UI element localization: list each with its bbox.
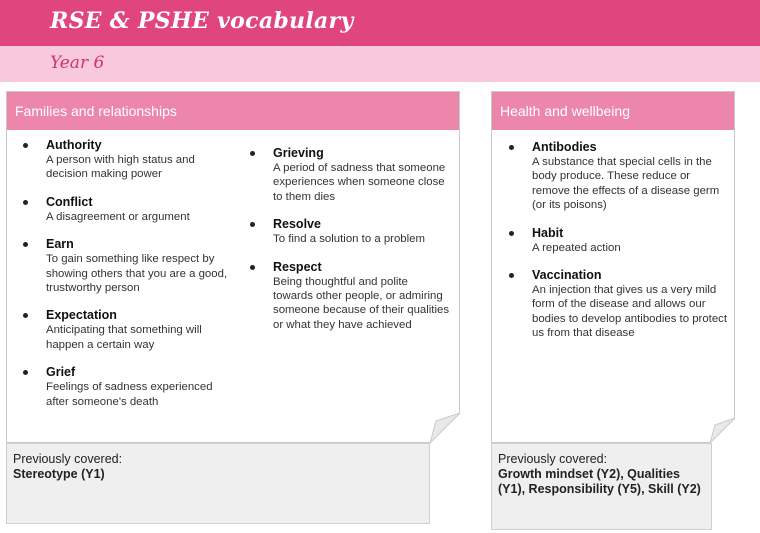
- bullet-icon: [509, 145, 514, 150]
- health-card: [491, 91, 735, 443]
- term-word: Earn: [46, 237, 74, 252]
- term-definition: To find a solution to a problem: [273, 233, 425, 246]
- page-curl-icon: [710, 418, 735, 443]
- term-habit: [509, 226, 731, 255]
- bullet-icon: [509, 273, 514, 278]
- page-curl-icon: [430, 413, 460, 443]
- term-definition: Feelings of sadness experienced after someone's death: [46, 381, 213, 408]
- term-word: Grief: [46, 365, 76, 380]
- term-definition: A repeated action: [532, 241, 621, 254]
- previously-covered-label: Previously covered:: [498, 452, 608, 466]
- page-title: RSE & PSHE vocabulary: [50, 8, 354, 34]
- term-grieving: [250, 146, 450, 204]
- bullet-icon: [23, 370, 28, 375]
- term-definition: An injection that gives us a very mild form of the disease and allows our bodies to develop antibodies to protect us from that disease: [532, 284, 728, 340]
- term-resolve: [250, 217, 450, 246]
- term-word: Expectation: [46, 308, 117, 323]
- term-earn: [23, 237, 233, 295]
- health-list: [509, 140, 731, 354]
- term-word: Grieving: [273, 146, 324, 160]
- term-definition: To gain something like respect by showing others that you are a good, trustworthy person: [46, 253, 228, 295]
- families-list-col1: [23, 138, 233, 422]
- families-heading: Families and relationships: [7, 92, 459, 130]
- term-word: Respect: [273, 259, 322, 274]
- term-respect: [250, 260, 450, 333]
- term-word: Authority: [46, 138, 102, 152]
- bullet-icon: [250, 151, 255, 156]
- term-word: Antibodies: [532, 140, 597, 154]
- previously-covered-items: Growth mindset (Y2), Qualities (Y1), Responsibility (Y5), Skill (Y2): [498, 467, 701, 496]
- term-word: Vaccination: [532, 268, 602, 283]
- term-grief: [23, 365, 233, 409]
- term-definition: Being thoughtful and polite towards other people, or admiring someone because of their qualities or what they have achieved: [273, 275, 450, 331]
- families-list-col2: [250, 146, 450, 345]
- term-word: Habit: [532, 225, 564, 240]
- year-label: Year 6: [50, 53, 105, 73]
- term-conflict: [23, 195, 233, 224]
- previously-covered-items: Stereotype (Y1): [13, 467, 105, 481]
- health-heading: Health and wellbeing: [492, 92, 734, 130]
- term-antibodies: [509, 140, 731, 213]
- bullet-icon: [23, 200, 28, 205]
- families-card: [6, 91, 460, 443]
- previously-covered-label: Previously covered:: [13, 452, 123, 466]
- bullet-icon: [23, 143, 28, 148]
- term-authority: [23, 138, 233, 182]
- bullet-icon: [23, 313, 28, 318]
- term-expectation: [23, 308, 233, 352]
- term-definition: A person with high status and decision making power: [46, 154, 195, 181]
- term-word: Conflict: [46, 194, 93, 209]
- health-previously-covered: [491, 443, 712, 530]
- term-vaccination: [509, 268, 731, 341]
- term-definition: Anticipating that something will happen a certain way: [46, 324, 202, 351]
- term-definition: A disagreement or argument: [46, 210, 190, 223]
- title-bar: [0, 0, 760, 46]
- bullet-icon: [250, 222, 255, 227]
- families-previously-covered: [6, 443, 430, 524]
- term-word: Resolve: [273, 217, 321, 232]
- bullet-icon: [509, 231, 514, 236]
- bullet-icon: [250, 265, 255, 270]
- term-definition: A substance that special cells in the body produce. These reduce or remove the effects of a disease germ (or its poisons): [532, 156, 720, 212]
- year-bar: [0, 46, 760, 82]
- bullet-icon: [23, 242, 28, 247]
- term-definition: A period of sadness that someone experiences when someone close to them dies: [273, 162, 446, 203]
